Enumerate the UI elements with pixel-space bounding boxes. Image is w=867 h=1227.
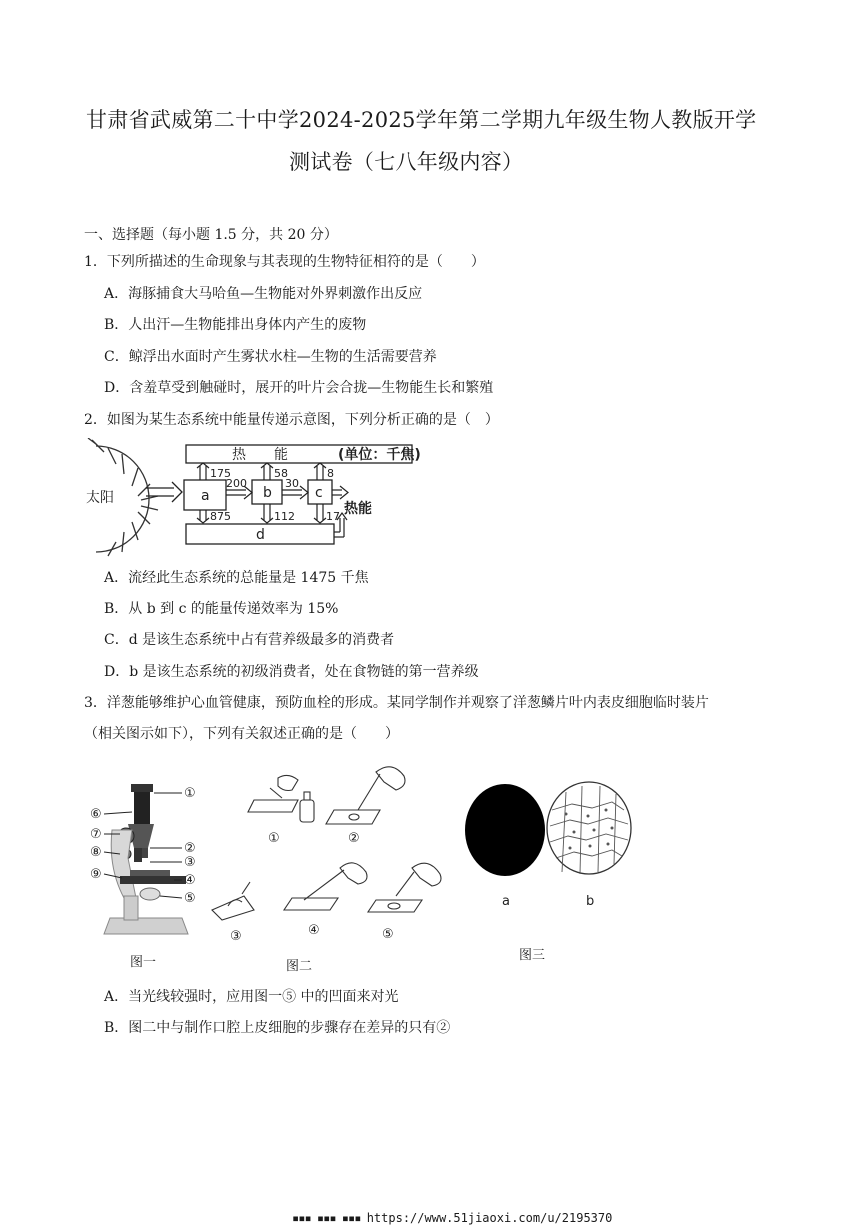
step-5-illustration (368, 863, 441, 912)
step-label-3: ③ (230, 929, 242, 944)
view-b-cell-field (547, 782, 631, 874)
q1-option-d: D．含羞草受到触碰时，展开的叶片会合拢—生物能生长和繁殖 (104, 380, 494, 396)
page-title-line2: 测试卷（七八年级内容） (289, 150, 524, 174)
heat-right-label: 热能 (344, 501, 372, 517)
figure-1-caption: 图一 (130, 955, 157, 970)
node-a-label: a (201, 488, 210, 504)
q3-option-a: A．当光线较强时，应用图一⑤ 中的凹面来对光 (104, 989, 399, 1005)
mic-label-5: ⑤ (184, 891, 196, 906)
value-200: 200 (226, 477, 247, 490)
value-17: 17 (326, 510, 340, 523)
q1-option-b: B．人出汗—生物能排出身体内产生的废物 (104, 317, 367, 333)
question-2-stem: 2．如图为某生态系统中能量传递示意图，下列分析正确的是（ ） (84, 412, 499, 428)
figure-2-caption: 图二 (286, 959, 313, 974)
node-d-label: d (256, 527, 265, 543)
heat-box-label: 热 能 (232, 447, 288, 463)
value-8: 8 (327, 467, 334, 480)
q2-option-c: C．d 是该生态系统中占有营养级最多的消费者 (104, 632, 395, 648)
footer-url[interactable] (292, 1211, 612, 1225)
slide-steps-figure (208, 760, 458, 950)
figure-3-caption: 图三 (519, 948, 546, 963)
question-3-stem-line2: （相关图示如下），下列有关叙述正确的是（ ） (84, 726, 399, 742)
microscope-views-figure (462, 780, 642, 910)
view-b-label: b (586, 894, 595, 909)
q2-option-a: A．流经此生态系统的总能量是 1475 千焦 (104, 570, 369, 586)
value-875: 875 (210, 510, 231, 523)
mic-label-2: ② (184, 841, 196, 856)
q2-option-b: B．从 b 到 c 的能量传递效率为 15% (104, 601, 339, 617)
q1-option-a: A．海豚捕食大马哈鱼—生物能对外界刺激作出反应 (104, 286, 423, 302)
mic-label-4: ④ (184, 873, 196, 888)
step-label-2: ② (348, 831, 360, 846)
view-a-dark-field (465, 784, 545, 876)
sun-label: 太阳 (86, 490, 114, 506)
q3-option-b: B．图二中与制作口腔上皮细胞的步骤存在差异的只有② (104, 1020, 451, 1036)
footer-marks-icon: ▪▪▪ ▪▪▪ ▪▪▪ (292, 1211, 367, 1225)
mic-label-1: ① (184, 786, 196, 801)
mic-label-6: ⑥ (90, 807, 102, 822)
node-b-label: b (263, 485, 272, 501)
question-1-stem: 1．下列所描述的生命现象与其表现的生物特征相符的是（ ） (84, 254, 485, 270)
view-a-label: a (502, 894, 510, 909)
mic-label-3: ③ (184, 855, 196, 870)
microscope-icon (104, 784, 188, 934)
page-title-line1: 甘肃省武威第二十中学2024-2025学年第二学期九年级生物人教版开学 (86, 108, 757, 132)
step-label-5: ⑤ (382, 927, 394, 942)
step-1-illustration (248, 775, 314, 822)
step-2-illustration (326, 767, 405, 824)
value-30: 30 (285, 477, 299, 490)
microscope-figure (84, 778, 214, 948)
value-58: 58 (274, 467, 288, 480)
question-3-stem-line1: 3．洋葱能够维护心血管健康，预防血栓的形成。某同学制作并观察了洋葱鳞片叶内表皮细胞临时装片 (84, 695, 709, 711)
step-label-1: ① (268, 831, 280, 846)
mic-label-8: ⑧ (90, 845, 102, 860)
q1-option-c: C．鲸浮出水面时产生雾状水柱—生物的生活需要营养 (104, 349, 437, 365)
node-c-label: c (315, 485, 323, 501)
step-3-illustration (212, 882, 254, 920)
q2-option-d: D．b 是该生态系统的初级消费者，处在食物链的第一营养级 (104, 664, 479, 680)
energy-flow-diagram (86, 438, 446, 558)
unit-label: (单位：千焦) (338, 447, 421, 463)
mic-label-9: ⑨ (90, 867, 102, 882)
step-4-illustration (284, 863, 367, 910)
step-label-4: ④ (308, 923, 320, 938)
value-175: 175 (210, 467, 231, 480)
section-header: 一、选择题（每小题 1.5 分，共 20 分） (84, 227, 338, 243)
mic-label-7: ⑦ (90, 827, 102, 842)
value-112: 112 (274, 510, 295, 523)
footer-url-text[interactable]: https://www.51jiaoxi.com/u/2195370 (366, 1211, 613, 1225)
